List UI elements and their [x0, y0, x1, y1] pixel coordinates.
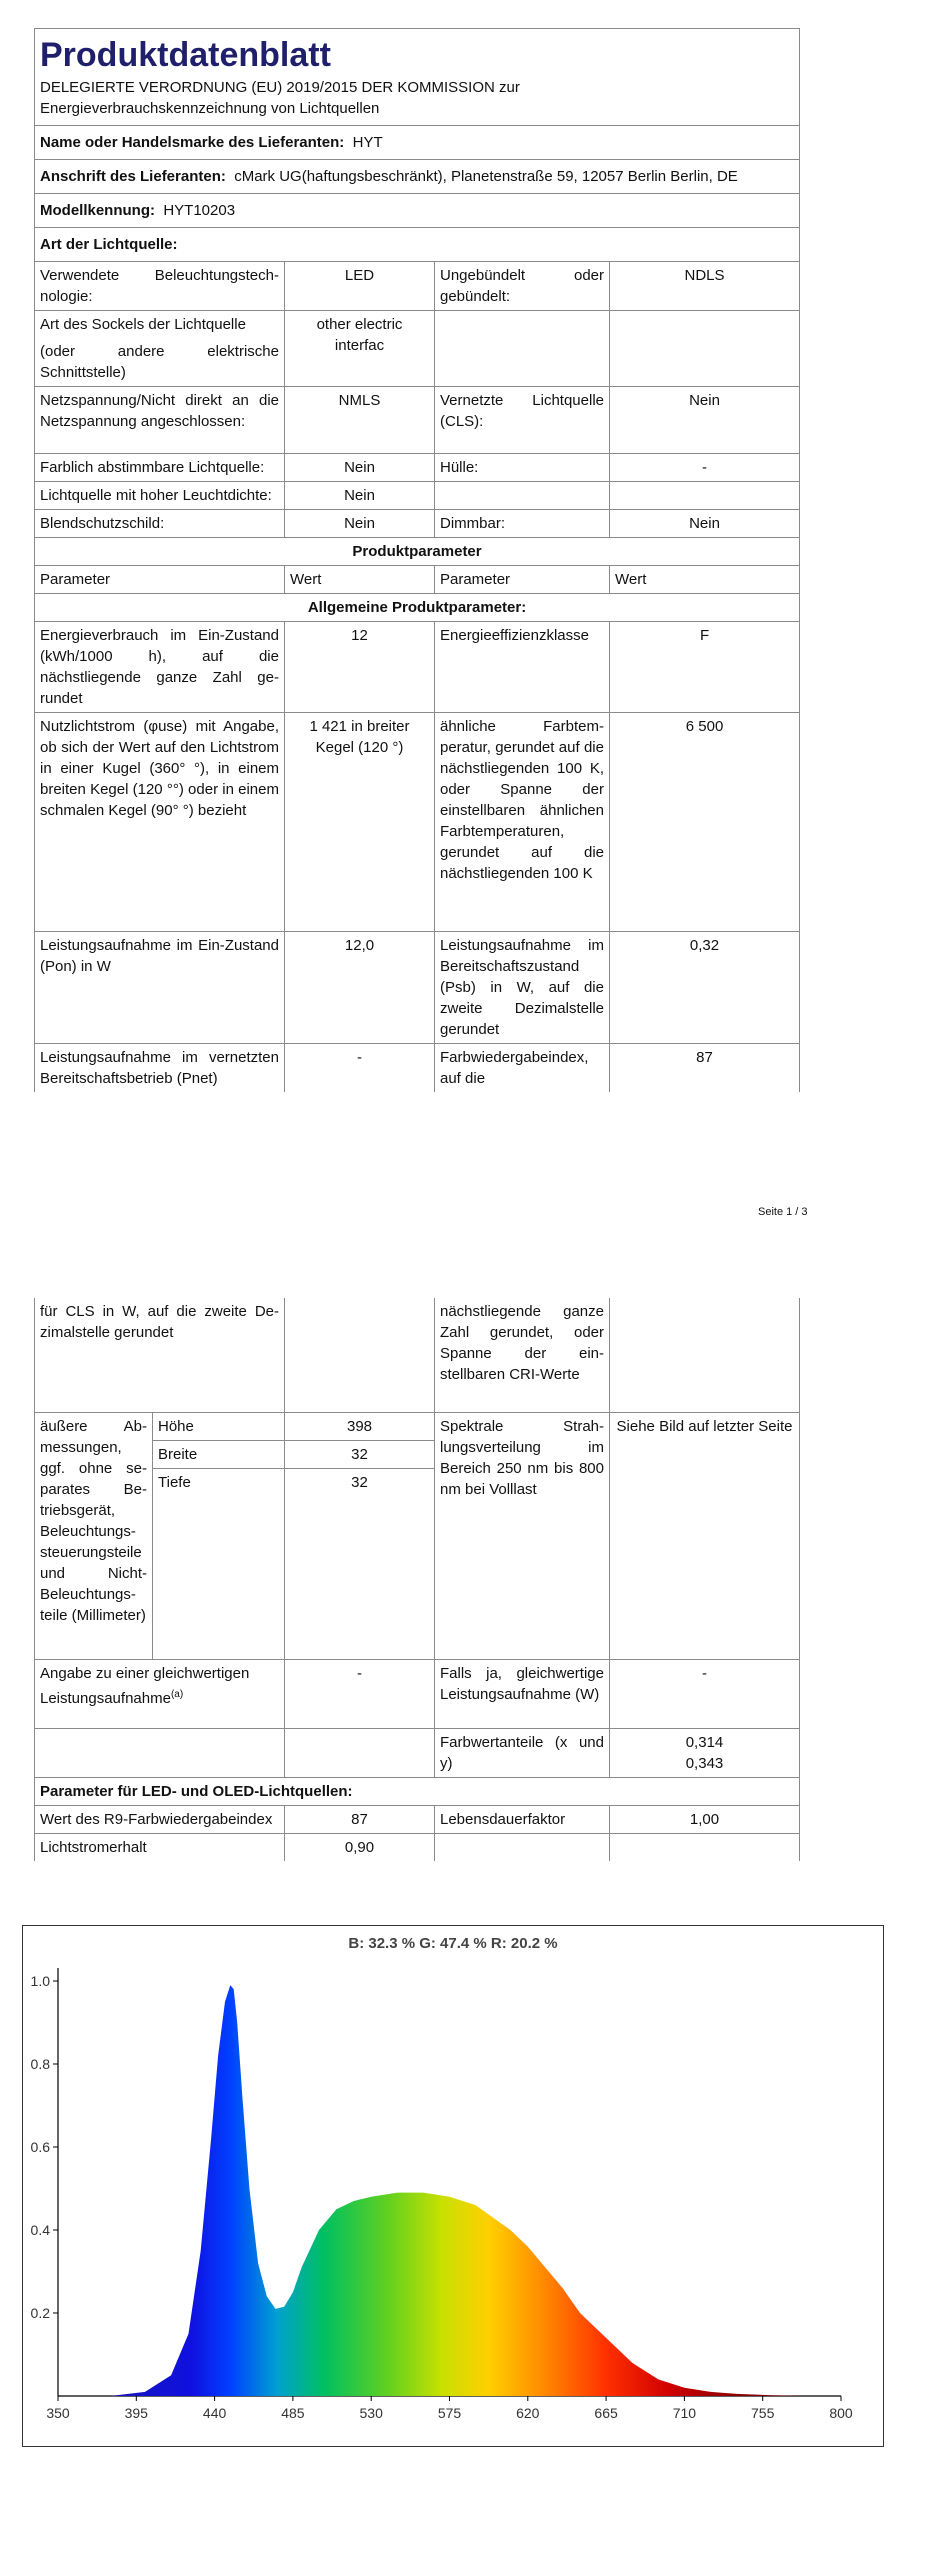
power-on-label: Leistungsaufnahme im Ein-Zustand (Pon) in W [35, 932, 285, 1044]
dimmable-value: Nein [610, 510, 800, 538]
general-params-heading: Allgemeine Produktparameter: [35, 594, 800, 622]
cct-label: ähnliche Farbtemperatur, gerundet auf die nächstliegenden 100 K, oder Spanne der einstellbaren ähnlichen Farbtemperaturen, gerundet auf die nächstliegenden 100 K [435, 713, 610, 932]
cri-label: Farbwiedergabeindex, auf die [435, 1044, 610, 1093]
page-footer: Seite 1 / 3 [758, 1206, 808, 1218]
survival-factor-value: 1,00 [610, 1806, 800, 1834]
envelope-value: - [610, 454, 800, 482]
dimmable-label: Dimmbar: [435, 510, 610, 538]
spectrum-chart [22, 1925, 884, 2447]
high-luminance-value: Nein [285, 482, 435, 510]
tech-label: Verwendete Beleuchtungstechnologie: [35, 262, 285, 311]
x-tick-label: 710 [672, 2405, 697, 2421]
empty-cell [610, 1834, 800, 1862]
x-tick-label: 350 [46, 2405, 70, 2421]
r9-label: Wert des R9-Farbwiedergabeindex [35, 1806, 285, 1834]
equivalent-power-footnote: (a) [170, 1689, 184, 1700]
chromaticity-label: Farbwertanteile (x und y) [435, 1729, 610, 1778]
power-network-value: - [285, 1044, 435, 1093]
power-standby-value: 0,32 [610, 932, 800, 1044]
spectrum-area [58, 1985, 841, 2396]
useful-flux-value: 1 421 in breiter Kegel (120 °) [285, 713, 435, 932]
col-header-value: Wert [610, 566, 800, 594]
supplier-label: Name oder Handelsmarke des Lieferanten: [40, 134, 345, 151]
r9-value: 87 [285, 1806, 435, 1834]
params-heading: Produktparameter [35, 538, 800, 566]
height-value: 398 [285, 1413, 435, 1441]
x-tick-label: 620 [516, 2405, 540, 2421]
socket-label-1: Art des Sockels der Lichtquelle [40, 316, 246, 333]
tech-value: LED [285, 262, 435, 311]
empty-cell [610, 311, 800, 387]
empty-cell [435, 482, 610, 510]
equivalent-power-value: - [285, 1660, 435, 1729]
datasheet-page-2 [34, 1298, 800, 1861]
x-tick-label: 800 [829, 2405, 853, 2421]
empty-cell [435, 1834, 610, 1862]
colour-tunable-label: Farblich abstimmbare Lichtquelle: [35, 454, 285, 482]
x-tick-label: 485 [281, 2405, 305, 2421]
envelope-label: Hülle: [435, 454, 610, 482]
y-tick-label: 1.0 [30, 1973, 50, 1989]
power-network-label-cont: für CLS in W, auf die zweite Dezimalstelle gerundet [35, 1298, 285, 1413]
focus-label: Ungebündelt oder gebündelt: [435, 262, 610, 311]
spectrum-chart-svg [23, 1926, 883, 2446]
socket-label-2: (oder andere elektrische Schnittstelle) [40, 343, 279, 381]
x-tick-label: 755 [751, 2405, 775, 2421]
model-value: HYT10203 [163, 202, 236, 219]
y-tick-label: 0.6 [30, 2139, 50, 2155]
socket-value: other electric interfac [285, 311, 435, 387]
address-label: Anschrift des Lieferanten: [40, 168, 226, 185]
dimensions-label: äußere Abmessungen, ggf. ohne separates Betriebsgerät, Beleuchtungssteuerungsteile und Nicht-Beleuchtungsteile (Millimeter) [35, 1413, 153, 1660]
empty-cell [285, 1298, 435, 1413]
chromaticity-y-value: 0,343 [685, 1755, 724, 1772]
datasheet-page-1 [34, 28, 800, 1092]
model-label: Modellkennung: [40, 202, 155, 219]
x-tick-label: 665 [594, 2405, 618, 2421]
glare-label: Blendschutzschild: [35, 510, 285, 538]
energy-consumption-label: Energieverbrauch im Ein-Zustand (kWh/1000 h), auf die nächstliegende ganze Zahl gerundet [35, 622, 285, 713]
lumen-maintenance-value: 0,90 [285, 1834, 435, 1862]
x-tick-label: 530 [359, 2405, 383, 2421]
supplier-value: HYT [352, 134, 383, 151]
empty-cell [35, 1729, 285, 1778]
cct-value: 6 500 [610, 713, 800, 932]
col-header-value: Wert [285, 566, 435, 594]
depth-value: 32 [285, 1469, 435, 1660]
empty-cell [610, 482, 800, 510]
x-tick-label: 395 [124, 2405, 148, 2421]
colour-tunable-value: Nein [285, 454, 435, 482]
address-value: cMark UG(haftungsbeschränkt), Planetenstraße 59, 12057 Berlin Berlin, DE [234, 168, 738, 185]
efficiency-class-label: Energieeffizienzklasse [435, 622, 610, 713]
equivalent-power-w-label: Falls ja, gleichwertige Leistungsaufnahme (W) [435, 1660, 610, 1729]
y-tick-label: 0.8 [30, 2056, 50, 2072]
cls-label: Vernetzte Lichtquelle (CLS): [435, 387, 610, 454]
col-header-param: Parameter [435, 566, 610, 594]
mains-label: Netzspannung/Nicht direkt an die Netzspannung angeschlossen: [35, 387, 285, 454]
power-on-value: 12,0 [285, 932, 435, 1044]
spectral-distribution-value: Siehe Bild auf letzter Seite [610, 1413, 800, 1660]
glare-value: Nein [285, 510, 435, 538]
col-header-param: Parameter [35, 566, 285, 594]
regulation-line-2: Energieverbrauchskennzeichnung von Lichtquellen [40, 100, 380, 117]
lumen-maintenance-label: Lichtstromerhalt [35, 1834, 285, 1862]
chromaticity-x-value: 0,314 [685, 1734, 724, 1751]
chart-title: B: 32.3 % G: 47.4 % R: 20.2 % [348, 1935, 558, 1952]
empty-cell [435, 311, 610, 387]
focus-value: NDLS [610, 262, 800, 311]
power-standby-label: Leistungsaufnahme im Bereitschaftszustand (Psb) in W, auf die zweite Dezimalstelle gerundet [435, 932, 610, 1044]
datasheet-table-1 [34, 28, 800, 1092]
cls-value: Nein [610, 387, 800, 454]
efficiency-class-value: F [610, 622, 800, 713]
mains-value: NMLS [285, 387, 435, 454]
empty-cell [610, 1298, 800, 1413]
power-network-label: Leistungsaufnahme im vernetzten Bereitschaftsbetrieb (Pnet) [35, 1044, 285, 1093]
regulation-line-1: DELEGIERTE VERORDNUNG (EU) 2019/2015 DER KOMMISSION zur [40, 79, 520, 96]
x-tick-label: 440 [202, 2405, 227, 2421]
cri-value: 87 [610, 1044, 800, 1093]
y-tick-label: 0.4 [30, 2222, 50, 2238]
spectral-distribution-label: Spektrale Strahlungsverteilung im Bereich 250 nm bis 800 nm bei Volllast [435, 1413, 610, 1660]
depth-label: Tiefe [153, 1469, 285, 1660]
energy-consumption-value: 12 [285, 622, 435, 713]
cri-label-cont: nächstliegende ganze Zahl gerundet, oder Spanne der einstellbaren CRI-Werte [435, 1298, 610, 1413]
equivalent-power-label: Angabe zu einer gleichwertigen Leistungsaufnahme [40, 1665, 250, 1707]
high-luminance-label: Lichtquelle mit hoher Leuchtdichte: [35, 482, 285, 510]
page-title: Produktdatenblatt [40, 36, 331, 74]
height-label: Höhe [153, 1413, 285, 1441]
width-label: Breite [153, 1441, 285, 1469]
useful-flux-label: Nutzlichtstrom (φuse) mit Angabe, ob sich der Wert auf den Lichtstrom in einer Kugel (360° °), in einem breiten Kegel (120 °°) oder in einem schmalen Kegel (90° °) bezieht [35, 713, 285, 932]
datasheet-table-2 [34, 1298, 800, 1861]
led-params-heading: Parameter für LED- und OLED-Lichtquellen: [35, 1778, 800, 1806]
survival-factor-label: Lebensdauerfaktor [435, 1806, 610, 1834]
type-heading: Art der Lichtquelle: [35, 228, 800, 262]
y-tick-label: 0.2 [30, 2305, 50, 2321]
empty-cell [285, 1729, 435, 1778]
x-tick-label: 575 [437, 2405, 462, 2421]
equivalent-power-w-value: - [610, 1660, 800, 1729]
width-value: 32 [285, 1441, 435, 1469]
